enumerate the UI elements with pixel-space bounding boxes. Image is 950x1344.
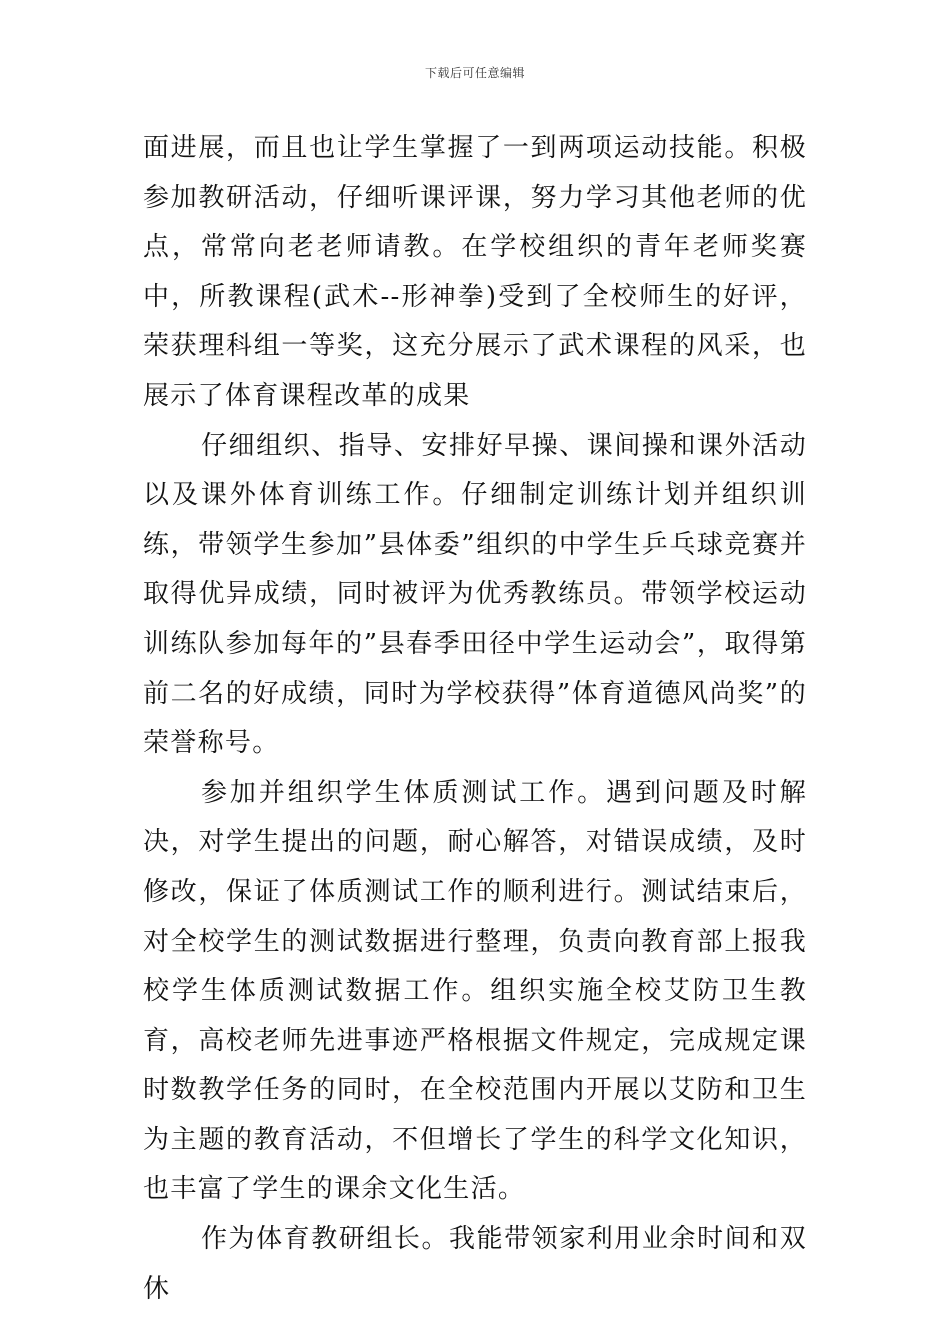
paragraph-4: 作为体育教研组长。我能带领家利用业余时间和双休 — [143, 1224, 807, 1304]
page-header: 下载后可任意编辑 — [424, 66, 525, 80]
paragraph-2: 仔细组织、指导、安排好早操、课间操和课外活动以及课外体育训练工作。仔细制定训练计划并组织训练，带领学生参加”县体委”组织的中学生乒乓球竞赛并取得优异成绩，同时被评为优秀教练员。带领学校运动训练队参加每年的”县春季田径中学生运动会”，取得第前二名的好成绩，同时为学校获得”体育道德风尚奖”的荣誉称号。 — [143, 430, 807, 759]
paragraph-3: 参加并组织学生体质测试工作。遇到问题及时解决，对学生提出的问题，耐心解答，对错误成绩，及时修改，保证了体质测试工作的顺利进行。测试结束后，对全校学生的测试数据进行整理，负责向教育部上报我校学生体质测试数据工作。组织实施全校艾防卫生教育，高校老师先进事迹严格根据文件规定，完成规定课时数教学任务的同时，在全校范围内开展以艾防和卫生为主题的教育活动，不但增长了学生的科学文化知识，也丰富了学生的课余文化生活。 — [143, 777, 807, 1205]
document-body — [143, 124, 807, 1314]
paragraph-1: 面进展，而且也让学生掌握了一到两项运动技能。积极参加教研活动，仔细听课评课，努力学习其他老师的优点，常常向老老师请教。在学校组织的青年老师奖赛中，所教课程(武术--形神拳)受到了全校师生的好评，荣获理科组一等奖，这充分展示了武术课程的风采，也展示了体育课程改革的成果 — [143, 133, 807, 411]
